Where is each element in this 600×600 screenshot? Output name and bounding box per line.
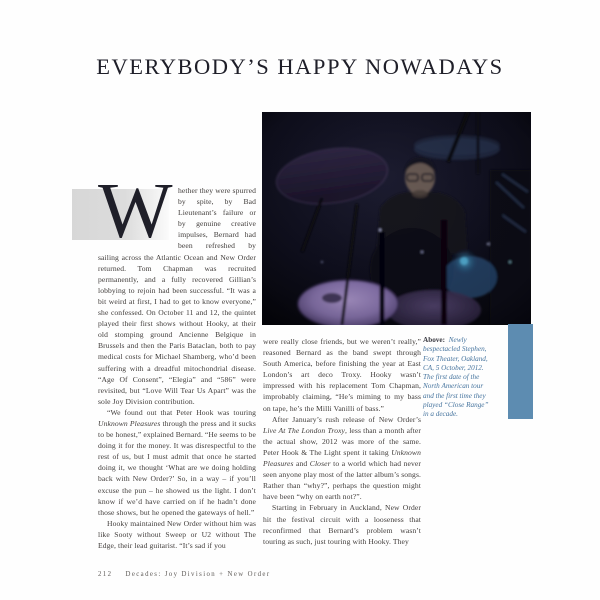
page-footer xyxy=(98,571,271,578)
paragraph: hether they were spurred by spite, by Bad Lieutenant’s failure or by genuine creative impulses, Bernard had been refreshed by sailing across the Atlantic Ocean and New Order returned. Tom Chapman was recruited permanently, and a fully recovered Gillian’s lobbying to rejoin had been successful. “It was a bit weird at first, I had to get to know everyone,” she confessed. On October 11 and 12, the quintet played their first shows without Hooky, at their old stomping ground Ancienne Belgique in Brussels and then the Paris Bataclan, both to pay medical costs for Michael Shamberg, who’d been suffering with a dreadful mitochondrial disease. “Age Of Consent”, “Elegia” and “586” were revisited, but “Love Will Tear Us Apart” was the sole Joy Division contribution. xyxy=(98,186,256,406)
caption-text: Newly bespectacled Stephen, Fox Theater, Oakland, CA, 5 October, 2012. The first date of the North American tour and the first time they played “Close Range” in a decade. xyxy=(423,336,489,419)
paragraph: Hooky maintained New Order without him was like Sooty without Sweep or U2 without The Edge, their lead guitarist. “It’s sad if you xyxy=(98,518,256,550)
book-title: Decades: Joy Division + New Order xyxy=(125,571,271,578)
caption-label: Above: xyxy=(423,336,445,344)
paragraph: Starting in February in Auckland, New Order hit the festival circuit with a looseness that reconfirmed that Bernard’s problem wasn’t touring as such, just touring with Hooky. They xyxy=(263,503,421,546)
concert-photo xyxy=(262,112,531,325)
paragraph: “We found out that Peter Hook was touring Unknown Pleasures through the press and it sucks to be honest,” explained Bernard. “He seems to be doing it for the money. It was disrespectful to the rest of us, but I must admit that once he started doing it, we thought ‘What are we doing holding back with New Order?’ So, in a way – if you’ll excuse the pun – he showed us the light. I don’t know if we’d have carried on if he hadn’t done those shows, but he opened the gateways of hell.” xyxy=(98,407,256,517)
blue-accent-bar xyxy=(508,324,533,419)
photo-caption xyxy=(423,336,495,420)
drop-cap: W xyxy=(98,185,173,255)
left-text-column xyxy=(98,185,256,563)
page-number: 212 xyxy=(98,571,113,578)
drummer-photo-illustration xyxy=(262,112,531,325)
paragraph: were really close friends, but we weren’t really,” reasoned Bernard as the band swept through South America, before finishing the year at East London’s art deco Troxy. Hooky wasn’t impressed with his replacement Tom Chapman, improbably claiming, “He’s miming to my bass on tape, he’s the Milli Vanilli of bass.” xyxy=(263,337,421,413)
chapter-title: EVERYBODY’S HAPPY NOWADAYS xyxy=(96,54,504,79)
right-text-column xyxy=(263,336,421,560)
paragraph: After January’s rush release of New Order’s Live At The London Troxy, less than a month after the actual show, 2012 was more of the same. Peter Hook & The Light spent it taking Unknown Pleasures and Closer to a world which had never seen anyone play most of the latter album’s songs. Rather than “why?”, perhaps the question might have been “why on earth not?”. xyxy=(263,414,421,502)
